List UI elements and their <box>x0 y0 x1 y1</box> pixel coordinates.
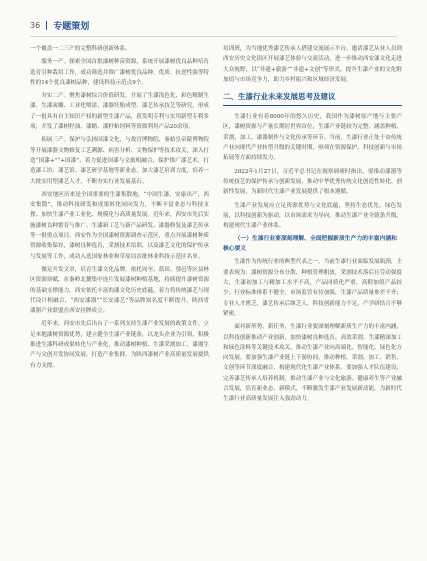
paragraph: 近年来，西安市先后出台了一系列支持生漆产业发展的政策文件，立足本地漆树资源优势，建立健全生漆产业链条，以龙头企业为引领，积极推进生漆科研成果转化与产业化，推动漆树种植、生漆采割加工、漆器生产与文创开发协同发展，打造产业集群，为陕西漆树产业高质量发展提供有力支撑。 <box>30 321 209 369</box>
page-header <box>30 18 397 32</box>
paragraph: 服务一产。探索全国首批漆树种苗资源，系统开展漆树优良品种培育选育引种栽培工作，成功筛选并推广漆树优良品种，优质、抗逆性强等特性的14个优良漆树品种，建设科技示范点9个。 <box>30 59 209 86</box>
article-body <box>30 44 402 549</box>
paragraph: 生漆作为传统行业的典型代表之一，当前生漆行业面临发展瓶颈，主要表现为：漆树资源分布分散、种植管理粗放，采割技术落后且劳动强度大，生漆初加工与精加工水平不高，产品同质化严重，高附加值产品较少；行业标准体系不健全，市场监管有待加强，生漆产品质量参差不齐；专业人才匮乏，漆艺传承后继乏人，科技创新能力不足，产学研结合不够紧密。 <box>223 259 402 317</box>
paragraph: 做足开发文章，培育生漆文化品牌。依托周至、蓝田、鄠邑等区县林区资源禀赋，在秦岭北麓集中连片发展漆树种植基地，持续提升漆树资源的基础支撑能力。西安依托丰富的漆文化历史底蕴，着力将传统漆艺与现代设计相融合，“西安漆器”“长安漆艺”等品牌知名度不断提升，陕西省漆器产业联盟在西安挂牌成立。 <box>30 266 209 315</box>
paragraph: 拓展三产。保护与弘扬国漆文化，与故宫博物院、秦始皇帝陵博物院等开展漆器文物修复工艺溯源、病害分析、文物保护等技术攻关，深入打造“国漆+”“+国漆”，着力促进国漆与文旅相融合，保护推广漆艺术，打造漆工坊、漆艺馆、漆艺研学基地等新业态，加大漆艺培训力度，培养一大批实用型漆艺人才，不断夯实行业发展基石。 <box>30 137 209 185</box>
paragraph: 西安地区历来是全国重要的生漆集散地，“中国生漆，安康出产，西安集散”，推动科技研发和成果转化同向发力，不断丰富业态与科技支撑，加快生漆产业工业化、规模化与高质量发展。近年来，西安市先后实施漆树良种繁育与推广、生漆新工艺与新产品研发、漆器修复及漆艺传承等一批重点项目。西安作为全国漆树资源调查示范区，重点开展漆树种质资源收集保存，漆树良种选育，采割技术培训，以及漆艺文化的保护传承与发展等工作，成功入选国家林业和草原局首批林业科技示范区名单。 <box>30 191 209 260</box>
paragraph: 生漆产业发展应立足资源优势与文化底蕴，坚持生态优先、绿色发展，以科技创新为驱动，以市场需求为导向，推动生漆产业全链条升级，构建现代生漆产业体系。 <box>223 202 402 230</box>
page-number: 36 <box>30 20 41 30</box>
header-divider <box>46 21 47 30</box>
section-title: 专题策划 <box>53 21 90 32</box>
right-column <box>223 44 402 549</box>
left-column <box>30 44 209 549</box>
paragraph: 培训班，为当地优秀漆艺传承人搭建交流展示平台，邀请漆艺从业人员到西安历史文化街区开展漆艺体验与交流活动，进一步推动西安漆文化走进大众视野，以“非遗+旅游”“非遗+文创”等形式，提升生漆产业的文化附加值与市场竞争力，助力乡村振兴和区域经济发展。 <box>223 46 402 83</box>
paragraph: 2022年1月27日，习近平总书记在视察调研时指出，要推动漆器等传统技艺的保护传承与创新发展，推动中华优秀传统文化创造性转化、创新性发展，为新时代生漆产业发展提供了根本遵循。 <box>223 168 402 196</box>
paragraph: 一个覆盖一二三产的完整科研创新体系。 <box>30 46 131 52</box>
paragraph: 面对新形势、新任务，生漆行业要深刻理解新质生产力的丰富内涵，以科技创新推动产业创新，加快漆树良种选育、高效采割、生漆精深加工和绿色涂料等关键技术攻关，推动生漆产业向高端化、智能化、绿色化方向发展。要加强生漆产业链上下游协同，推动种植、采割、加工、销售、文创等环节深度融合，构建现代化生漆产业体系。要加强人才队伍建设，完善漆艺传承人培养机制，推动生漆产业与文化旅游、健康养生等产业融合发展，培育新业态、新模式，不断激发生漆产业发展新动能，为新时代生漆行业高质量发展注入强劲动力。 <box>223 324 402 403</box>
sub-heading: （一）生漆行业要深刻理解、全面把握新质生产力的丰富内涵和核心要义 <box>223 236 397 253</box>
header-rule <box>30 36 397 37</box>
section-heading: 二、生漆行业未来发展思考及建议 <box>223 91 402 106</box>
paragraph: 夯实二产。聚焦漆树综合价值研发，开展了生漆浅色化、彩色精制生漆、生漆炭雕、工业化喷涂、漆器坯胎成型、漆艺传承技艺等研究，形成了一批具有自主知识产权的新型生漆产品，获发明专利与实用新型专利多项，开发了漆树籽油、漆蜡、漆籽粕饲料等资源利用产品20余项。 <box>30 93 209 131</box>
paragraph: 生漆行业有着8000年的悠久历史，我国作为漆树原产地与主要产区，漆树资源与产量长期居世界首位，生漆产业链较为完整，涵盖种植、采割、加工、漆器制作与文化传承等环节。当前，生漆行业正处于由传统产业向现代产业转型升级的关键时期，亟须在资源保护、科技创新与市场拓展等方面持续发力。 <box>223 114 402 162</box>
